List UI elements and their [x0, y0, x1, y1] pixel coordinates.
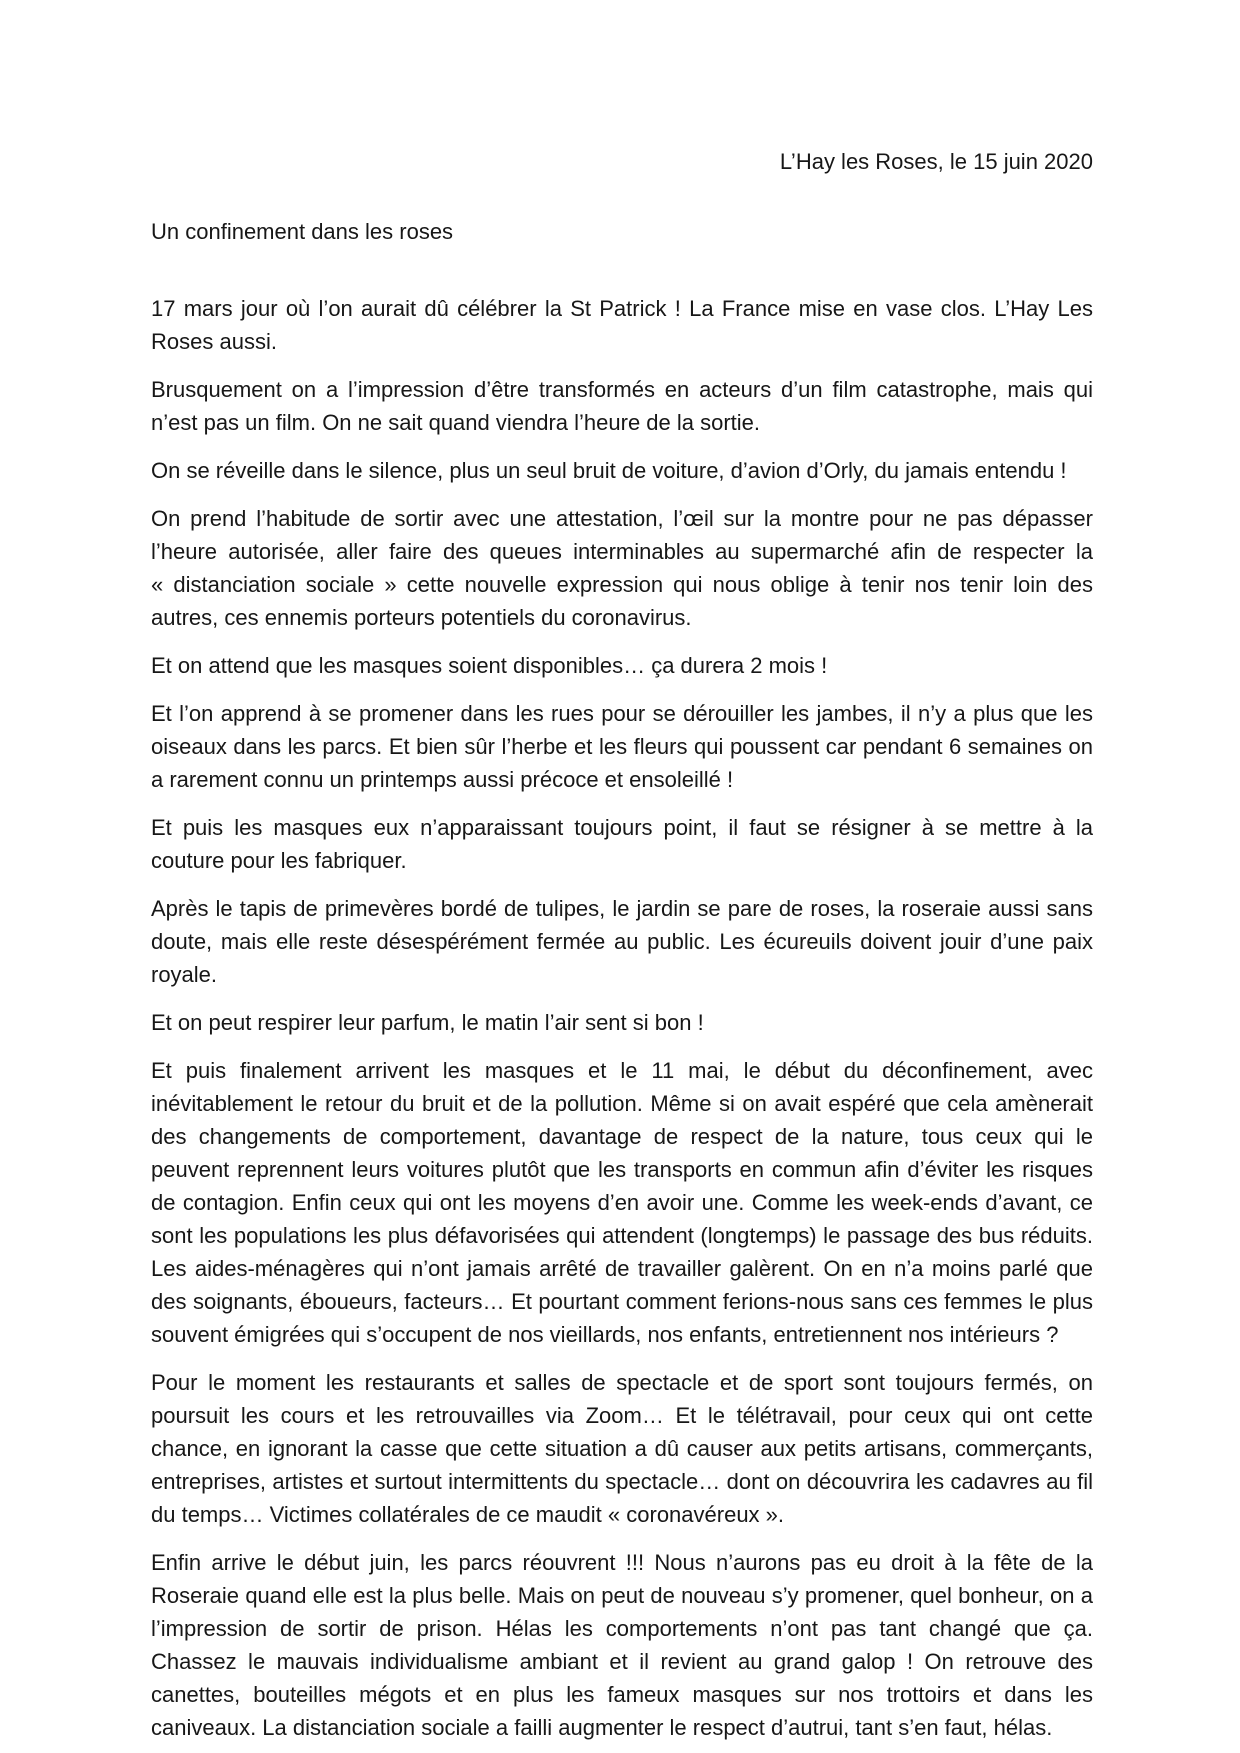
- paragraph: Et puis finalement arrivent les masques et le 11 mai, le début du déconfinement, avec inévitablement le retour du bruit et de la pollution. Même si on avait espéré que cela amènerait des changements de comportement, davantage de respect de la nature, tous ceux qui le peuvent reprennent leurs voitures plutôt que les transports en commun afin d’éviter les risques de contagion. Enfin ceux qui ont les moyens d’en avoir une. Comme les week-ends d’avant, ce sont les populations les plus défavorisées qui attendent (longtemps) le passage des bus réduits. Les aides-ménagères qui n’ont jamais arrêté de travailler galèrent. On en n’a moins parlé que des soignants, éboueurs, facteurs… Et pourtant comment ferions-nous sans ces femmes le plus souvent émigrées qui s’occupent de nos vieillards, nos enfants, entretiennent nos intérieurs ?: [151, 1058, 1093, 1347]
- paragraph: Et l’on apprend à se promener dans les rues pour se dérouiller les jambes, il n’y a plus que les oiseaux dans les parcs. Et bien sûr l’herbe et les fleurs qui poussent car pendant 6 semaines on a rarement connu un printemps aussi précoce et ensoleillé !: [151, 701, 1093, 792]
- paragraph: Enfin arrive le début juin, les parcs réouvrent !!! Nous n’aurons pas eu droit à la fête de la Roseraie quand elle est la plus belle. Mais on peut de nouveau s’y promener, quel bonheur, on a l’impression de sortir de prison. Hélas les comportements n’ont pas tant changé que ça. Chassez le mauvais individualisme ambiant et il revient au grand galop ! On retrouve des canettes, bouteilles mégots et en plus les fameux masques sur nos trottoirs et dans les caniveaux. La distanciation sociale a failli augmenter le respect d’autrui, tant s’en faut, hélas.: [151, 1550, 1093, 1740]
- paragraph: Après le tapis de primevères bordé de tulipes, le jardin se pare de roses, la roseraie aussi sans doute, mais elle reste désespérément fermée au public. Les écureuils doivent jouir d’une paix royale.: [151, 896, 1093, 987]
- document-title: Un confinement dans les roses: [151, 219, 454, 244]
- paragraph: 17 mars jour où l’on aurait dû célébrer la St Patrick ! La France mise en vase clos. L’Hay Les Roses aussi.: [151, 296, 1093, 354]
- paragraph: Et on attend que les masques soient disponibles… ça durera 2 mois !: [151, 653, 828, 678]
- paragraph: On prend l’habitude de sortir avec une attestation, l’œil sur la montre pour ne pas dépasser l’heure autorisée, aller faire des queues interminables au supermarché afin de respecter la « distanciation sociale » cette nouvelle expression qui nous oblige à tenir nos tenir loin des autres, ces ennemis porteurs potentiels du coronavirus.: [151, 506, 1093, 630]
- paragraph: Et on peut respirer leur parfum, le matin l’air sent si bon !: [151, 1010, 704, 1035]
- paragraph: Pour le moment les restaurants et salles de spectacle et de sport sont toujours fermés, on poursuit les cours et les retrouvailles via Zoom… Et le télétravail, pour ceux qui ont cette chance, en ignorant la casse que cette situation a dû causer aux petits artisans, commerçants, entreprises, artistes et surtout intermittents du spectacle… dont on découvrira les cadavres au fil du temps… Victimes collatérales de ce maudit « coronavéreux ».: [151, 1370, 1093, 1527]
- document-body: [151, 292, 1093, 1744]
- paragraph: Et puis les masques eux n’apparaissant toujours point, il faut se résigner à se mettre à la couture pour les fabriquer.: [151, 815, 1093, 873]
- paragraph: On se réveille dans le silence, plus un seul bruit de voiture, d’avion d’Orly, du jamais entendu !: [151, 458, 1067, 483]
- dateline: L’Hay les Roses, le 15 juin 2020: [779, 149, 1093, 174]
- paragraph: Brusquement on a l’impression d’être transformés en acteurs d’un film catastrophe, mais qui n’est pas un film. On ne sait quand viendra l’heure de la sortie.: [151, 377, 1093, 435]
